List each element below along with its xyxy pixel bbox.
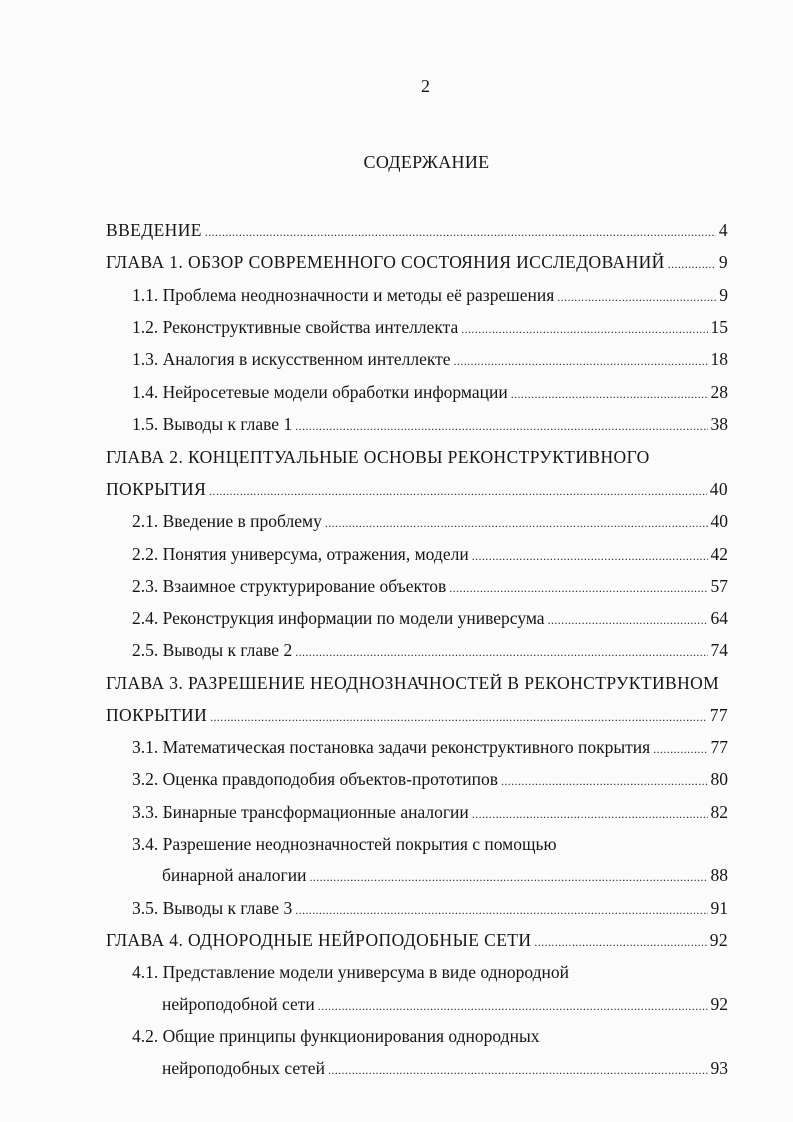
toc-entry-page: 40: [710, 511, 728, 531]
toc-entry-page: 64: [710, 608, 728, 628]
toc-entry-title: 2.5. Выводы к главе 2: [132, 640, 293, 660]
dot-leader: [501, 768, 708, 794]
toc-entry-title: ВВЕДЕНИЕ: [106, 220, 202, 240]
dot-leader: [449, 575, 707, 601]
toc-entry-title: 3.4. Разрешение неоднозначностей покрытия с помощью: [132, 834, 557, 854]
toc-entry-4-1[interactable]: [162, 991, 728, 1017]
toc-entry-page: 91: [710, 898, 728, 918]
toc-entry-title: 2.1. Введение в проблему: [132, 511, 322, 531]
toc-entry-title-continued: нейроподобных сетей: [162, 1058, 325, 1078]
dot-leader: [209, 478, 707, 504]
dot-leader: [205, 219, 716, 245]
toc-entry-title: 3.5. Выводы к главе 3: [132, 898, 293, 918]
toc-entry-page: 93: [710, 1058, 728, 1078]
toc-entry-1-1[interactable]: [132, 282, 728, 308]
page-number: 2: [421, 76, 430, 96]
toc-entry-1-5[interactable]: [132, 411, 728, 437]
toc-entry-page: 28: [710, 382, 728, 402]
toc-entry-chapter-3-line-1[interactable]: [106, 670, 748, 696]
toc-entry-page: 9: [718, 252, 728, 272]
toc-entry-title: 3.1. Математическая постановка задачи реконструктивного покрытия: [132, 737, 651, 757]
dot-leader: [318, 993, 708, 1019]
dot-leader: [210, 704, 707, 730]
dot-leader: [653, 736, 707, 762]
dot-leader: [472, 801, 708, 827]
toc-entry-title: ГЛАВА 1. ОБЗОР СОВРЕМЕННОГО СОСТОЯНИЯ ИССЛЕДОВАНИЙ: [106, 252, 665, 272]
toc-entry-title: 2.3. Взаимное структурирование объектов: [132, 576, 447, 596]
toc-entry-title: ГЛАВА 3. РАЗРЕШЕНИЕ НЕОДНОЗНАЧНОСТЕЙ В РЕКОНСТРУКТИВНОМ: [106, 673, 720, 693]
toc-entry-3-2[interactable]: [132, 766, 728, 792]
toc-entry-chapter-1[interactable]: [106, 249, 728, 275]
toc-entry-4-2[interactable]: [162, 1055, 728, 1081]
toc-entry-2-3[interactable]: [132, 573, 728, 599]
toc-entry-page: 77: [710, 737, 728, 757]
toc-entry-title-continued: ПОКРЫТИИ: [106, 705, 208, 725]
toc-entry-4-2-line-1[interactable]: [132, 1023, 728, 1049]
dot-leader: [454, 348, 708, 374]
toc-entry-page: 92: [710, 994, 728, 1014]
toc-entry-title-continued: бинарной аналогии: [162, 865, 307, 885]
dot-leader: [472, 543, 708, 569]
dot-leader: [309, 864, 707, 890]
dot-leader: [295, 413, 707, 439]
toc-entry-title: ГЛАВА 2. КОНЦЕПТУАЛЬНЫЕ ОСНОВЫ РЕКОНСТРУКТИВНОГО: [106, 447, 650, 467]
toc-entry-2-2[interactable]: [132, 541, 728, 567]
toc-entry-page: 74: [710, 640, 728, 660]
toc-entry-2-1[interactable]: [132, 508, 728, 534]
toc-entry-chapter-2[interactable]: [106, 476, 728, 502]
toc-entry-3-5[interactable]: [132, 895, 728, 921]
toc-entry-page: 57: [710, 576, 728, 596]
toc-entry-title: 3.2. Оценка правдоподобия объектов-прототипов: [132, 769, 498, 789]
toc-entry-page: 92: [709, 930, 728, 950]
toc-entry-title: 1.5. Выводы к главе 1: [132, 414, 293, 434]
toc-entry-page: 4: [718, 220, 728, 240]
toc-entry-3-3[interactable]: [132, 799, 728, 825]
toc-entry-3-4[interactable]: [162, 862, 728, 888]
toc-entry-title: ГЛАВА 4. ОДНОРОДНЫЕ НЕЙРОПОДОБНЫЕ СЕТИ: [106, 930, 532, 950]
dot-leader: [325, 510, 708, 536]
toc-entry-introduction[interactable]: [106, 217, 728, 243]
toc-entry-page: 88: [710, 865, 728, 885]
dot-leader: [548, 607, 708, 633]
toc-entry-page: 15: [710, 317, 728, 337]
toc-entry-page: 80: [710, 769, 728, 789]
toc-entry-1-4[interactable]: [132, 379, 728, 405]
toc-entry-title: 1.1. Проблема неоднозначности и методы её разрешения: [132, 285, 555, 305]
toc-entry-page: 38: [710, 414, 728, 434]
toc-entry-page: 42: [710, 544, 728, 564]
toc-entry-title-continued: нейроподобной сети: [162, 994, 315, 1014]
dot-leader: [534, 929, 706, 955]
toc-entry-title: 1.4. Нейросетевые модели обработки информации: [132, 382, 508, 402]
toc-entry-page: 77: [709, 705, 728, 725]
toc-entry-chapter-3[interactable]: [106, 702, 728, 728]
dot-leader: [461, 316, 707, 342]
toc-title: СОДЕРЖАНИЕ: [363, 152, 490, 172]
toc-entry-title: 4.2. Общие принципы функционирования однородных: [132, 1026, 540, 1046]
dot-leader: [668, 251, 716, 277]
toc-entry-title: 1.3. Аналогия в искусственном интеллекте: [132, 349, 451, 369]
toc-entry-page: 18: [710, 349, 728, 369]
toc-entry-title: 3.3. Бинарные трансформационные аналогии: [132, 802, 469, 822]
dot-leader: [557, 284, 716, 310]
toc-entry-title: 4.1. Представление модели универсума в виде однородной: [132, 962, 569, 982]
dot-leader: [328, 1057, 708, 1083]
toc-entry-page: 40: [709, 479, 728, 499]
dot-leader: [295, 897, 707, 923]
toc-entry-page: 82: [710, 802, 728, 822]
toc-entry-title: 2.2. Понятия универсума, отражения, модели: [132, 544, 469, 564]
toc-entry-title: 2.4. Реконструкция информации по модели универсума: [132, 608, 545, 628]
toc-entry-3-1[interactable]: [132, 734, 728, 760]
dot-leader: [511, 381, 708, 407]
toc-entry-2-4[interactable]: [132, 605, 728, 631]
toc-entry-3-4-line-1[interactable]: [132, 831, 728, 857]
toc-entry-chapter-4[interactable]: [106, 927, 728, 953]
toc-entry-chapter-2-line-1[interactable]: [106, 444, 748, 470]
toc-entry-title-continued: ПОКРЫТИЯ: [106, 479, 207, 499]
toc-entry-title: 1.2. Реконструктивные свойства интеллекта: [132, 317, 459, 337]
dot-leader: [295, 639, 707, 665]
toc-entry-2-5[interactable]: [132, 637, 728, 663]
toc-entry-page: 9: [719, 285, 728, 305]
toc-entry-4-1-line-1[interactable]: [132, 959, 728, 985]
toc-entry-1-3[interactable]: [132, 346, 728, 372]
toc-entry-1-2[interactable]: [132, 314, 728, 340]
